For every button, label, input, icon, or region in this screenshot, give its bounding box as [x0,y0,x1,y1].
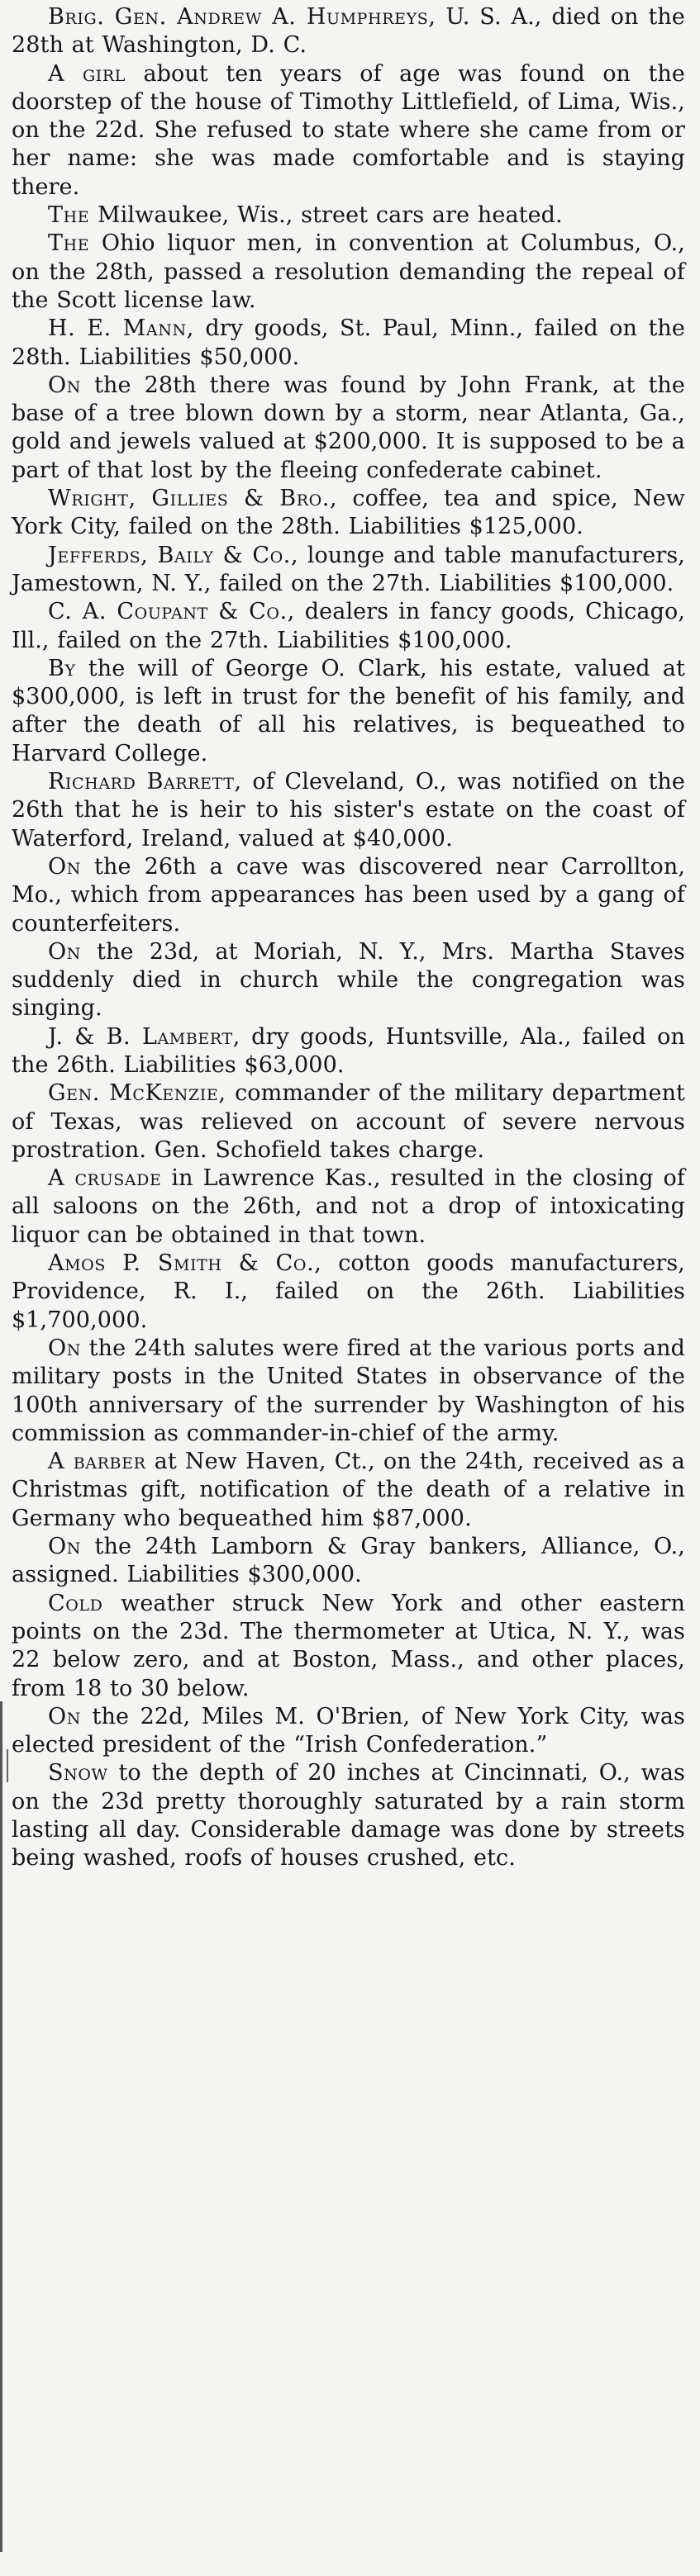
news-item-text: cotton goods manufacturers, Providence, R. I., failed on the 26th. Liabilities $1,700,000. [12,1250,685,1333]
news-item-lead: Wright, Gillies & Bro., [48,486,338,512]
news-item-lead: Cold [48,1590,103,1616]
news-item [12,768,685,853]
news-item [12,1023,685,1080]
column-rule-mark [7,1749,8,1782]
news-item-text: commander of the military department of Texas, was relieved on account of severe nervous prostration. Gen. Schofield takes charge. [12,1080,686,1163]
news-item-text: in Lawrence Kas., resulted in the closing of all saloons on the 26th, and not a drop of intoxicating liquor can be obtained in that town. [12,1165,685,1248]
news-item [12,1448,685,1533]
news-item-text: the 24th salutes were fired at the various ports and military posts in the United States in observance of the 100th anniversary of the surrender by Washington of his commission as commander-in-chief of the army. [12,1335,685,1446]
news-item-text: the 24th Lamborn & Gray bankers, Alliance, O., assigned. Liabilities $300,000. [12,1534,685,1588]
news-item-lead: The [48,202,90,229]
news-item-text: dealers in fancy goods, Chicago, Ill., failed on the 27th. Liabilities $100,000. [12,599,685,653]
news-item [12,1165,685,1250]
news-item [12,315,685,372]
news-item-text: the 22d, Miles M. O'Brien, of New York City, was elected president of the “Irish Confederation.” [12,1703,685,1758]
news-item-lead: A crusade [48,1165,162,1192]
news-item-lead: By [48,655,76,681]
news-item-lead: On [48,1703,81,1729]
news-item [12,1079,685,1165]
news-item-text: weather struck New York and other eastern points on the 23d. The thermometer at Utica, N. Y., was 22 below zero, and at Boston, Mass., and other places, from 18 to 30 below. [12,1590,685,1701]
news-item [12,1703,685,1760]
news-item-lead: Amos P. Smith & Co., [48,1250,322,1277]
news-item [12,1759,685,1872]
news-item-text: about ten years of age was found on the doorstep of the house of Timothy Littlefield, of Lima, Wis., on the 22d. She refused to state where she came from or her name: she was made comfortable and is staying there. [12,60,685,200]
news-item [12,372,685,485]
news-item-lead: Jefferds, Baily & Co., [48,542,299,568]
news-item-lead: On [48,1534,81,1560]
news-item-lead: Brig. Gen. Andrew A. Humphreys, [48,4,436,30]
news-item-lead: Richard Barrett, [48,769,242,795]
news-item-text: Milwaukee, Wis., street cars are heated. [89,202,563,229]
news-item-text: the 23d, at Moriah, N. Y., Mrs. Martha Staves suddenly died in church while the congregation was singing. [12,938,685,1022]
news-item [12,485,685,542]
news-item-lead: On [48,372,81,398]
news-item-lead: A girl [48,60,126,87]
news-item-text: the will of George O. Clark, his estate, valued at $300,000, is left in trust for the benefit of his family, and after the death of all his relatives, is bequeathed to Harvard College. [12,655,685,766]
news-item-lead: Gen. McKenzie, [48,1080,226,1107]
news-item-lead: The [48,230,90,257]
news-item-text: dry goods, Huntsville, Ala., failed on the 26th. Liabilities $63,000. [12,1023,685,1078]
news-item-text: lounge and table manufacturers, Jamestown, N. Y., failed on the 27th. Liabilities $100,000. [12,542,685,596]
news-item [12,230,685,315]
news-item [12,202,685,230]
news-item [12,1250,685,1335]
news-item [12,60,685,202]
news-item-lead: On [48,853,81,880]
news-item-text: coffee, tea and spice, New York City, failed on the 28th. Liabilities $125,000. [12,486,685,540]
news-item-text: to the depth of 20 inches at Cincinnati, O., was on the 23d pretty thoroughly saturated by a rain storm lasting all day. Considerable damage was done by streets being washed, roofs of houses crushed, etc. [12,1760,685,1872]
news-item [12,853,685,938]
news-item-text: dry goods, St. Paul, Minn., failed on the 28th. Liabilities $50,000. [12,315,685,370]
news-item-text: of Cleveland, O., was notified on the 26th that he is heir to his sister's estate on the coast of Waterford, Ireland, valued at $40,000. [12,769,685,852]
news-item [12,598,685,655]
news-item-lead: J. & B. Lambert, [48,1023,240,1050]
news-item [12,1590,685,1703]
news-item [12,938,685,1023]
news-item [12,1335,685,1448]
news-item-text: the 28th there was found by John Frank, at the base of a tree blown down by a storm, near Atlanta, Ga., gold and jewels valued at $200,000. It is supposed to be a part of that lost by the fleeing confederate cabinet. [12,372,685,483]
news-column [12,3,685,1873]
news-item-text: at New Haven, Ct., on the 24th, received as a Christmas gift, notification of the death of a relative in Germany who bequeathed him $87,000. [12,1449,685,1531]
news-item-text: U. S. A., died on the 28th at Washington, D. C. [12,4,685,59]
column-rule [0,1701,2,2552]
news-item [12,3,685,60]
news-item-text: Ohio liquor men, in convention at Columbus, O., on the 28th, passed a resolution demanding the repeal of the Scott license law. [12,230,685,313]
news-item-lead: H. E. Mann, [48,315,194,342]
news-item-lead: On [48,1335,81,1361]
news-item-lead: C. A. Coupant & Co., [48,599,295,625]
news-item-lead: A barber [48,1449,146,1475]
news-item [12,1533,685,1590]
news-item [12,542,685,599]
news-item-text: the 26th a cave was discovered near Carrollton, Mo., which from appearances has been used by a gang of counterfeiters. [12,853,685,937]
news-item-lead: On [48,938,81,965]
news-item [12,655,685,768]
news-item-lead: Snow [48,1760,108,1786]
